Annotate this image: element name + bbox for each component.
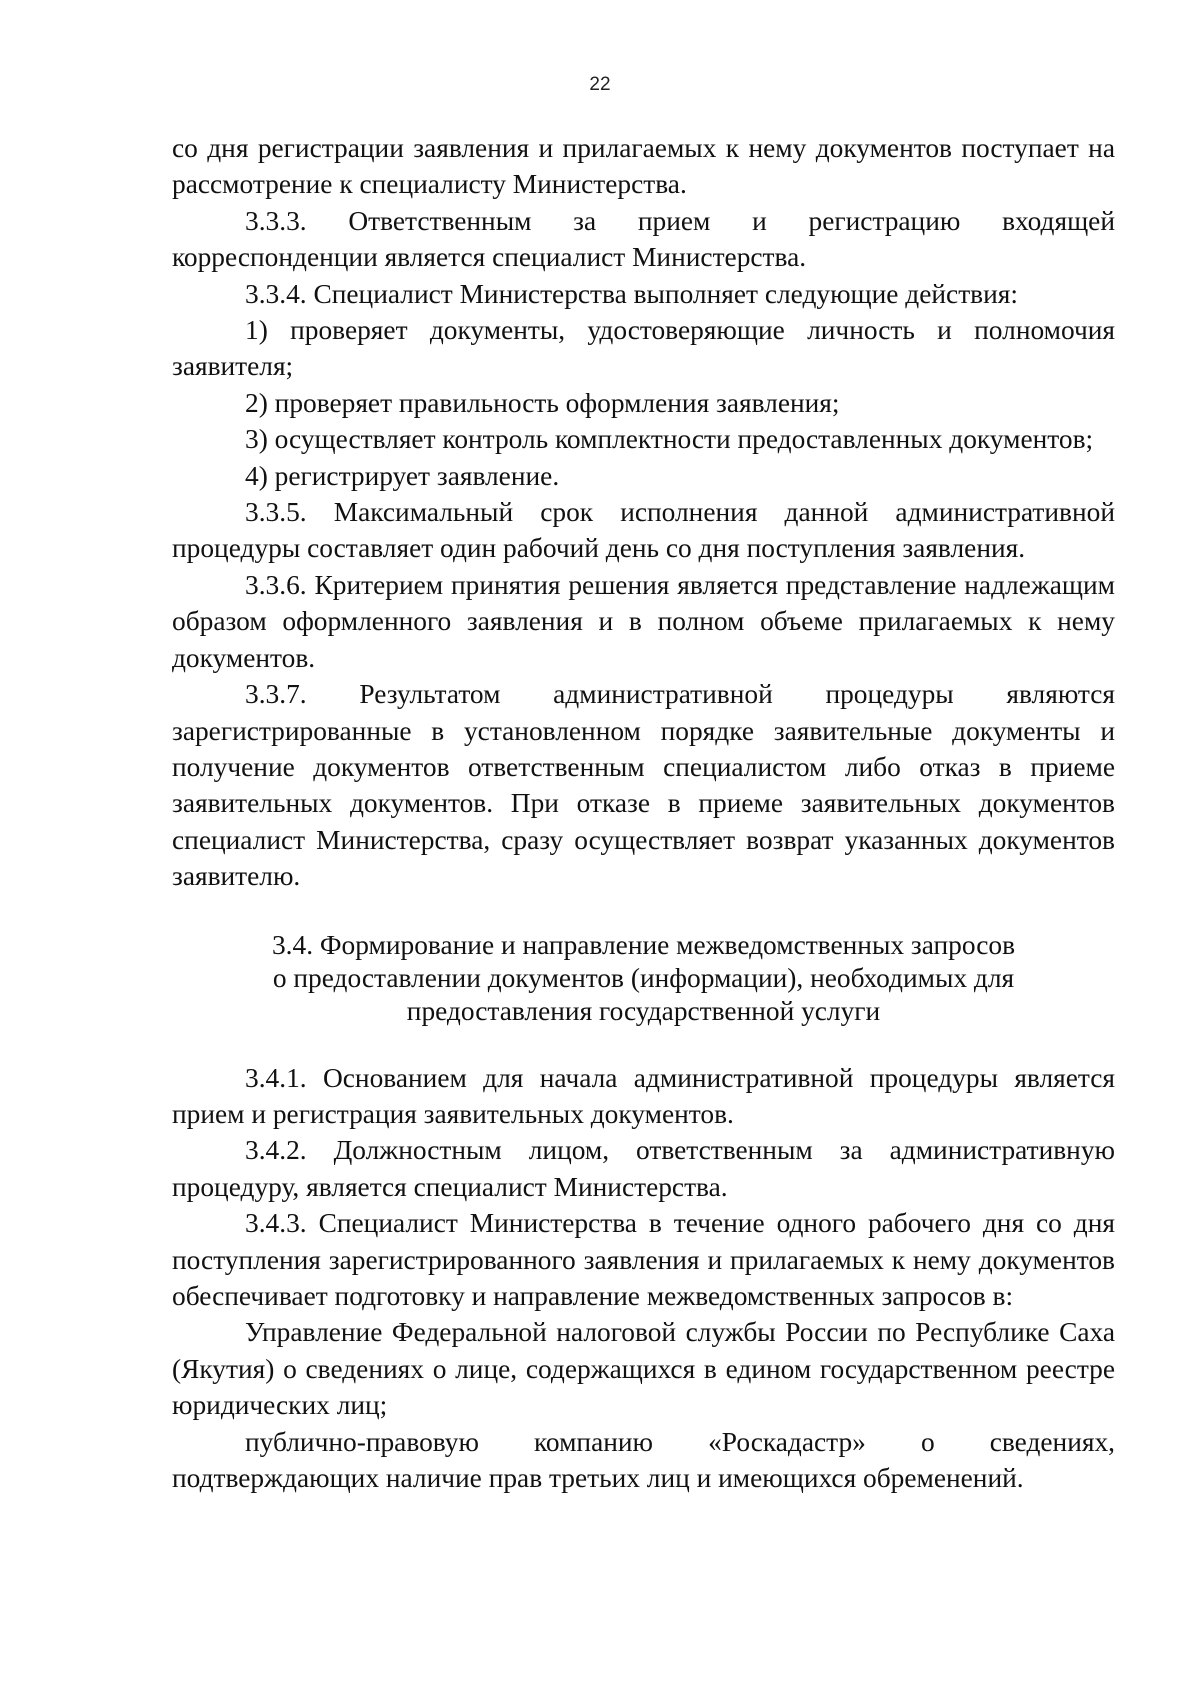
section-heading-line: 3.4. Формирование и направление межведомственных запросов [271,929,1016,960]
paragraph-3-4-2: 3.4.2. Должностным лицом, ответственным за административную процедуру, является специалист Министерства. [172,1135,1115,1202]
request-recipient-tax-service: Управление Федеральной налоговой службы России по Республике Саха (Якутия) о сведениях о лице, содержащихся в едином государственном реестре юридических лиц; [172,1317,1115,1421]
paragraph-3-3-5: 3.3.5. Максимальный срок исполнения данной административной процедуры составляет один рабочий день со дня поступления заявления. [172,497,1115,564]
section-heading-line: о предоставлении документов (информации), необходимых для [272,962,1015,993]
list-item-2: 2) проверяет правильность оформления заявления; [245,387,840,418]
page-number: 22 [589,74,611,95]
paragraph-3-3-6: 3.3.6. Критерием принятия решения является представление надлежащим образом оформленного заявления и в полном объеме прилагаемых к нему документов. [172,569,1115,673]
paragraph-3-3-7: 3.3.7. Результатом административной процедуры являются зарегистрированные в установленном порядке заявительные документы и получение документов ответственным специалистом либо отказ в приеме заявительных документов. При отказе в приеме заявительных документов специалист Министерства, сразу осуществляет возврат указанных документов заявителю. [172,679,1115,892]
section-heading-3-4 [172,929,1115,1028]
section-heading-line: предоставления государственной услуги [406,995,881,1026]
list-item-3: 3) осуществляет контроль комплектности предоставленных документов; [245,424,1094,455]
request-recipient-roskadastr: публично-правовую компанию «Роскадастр» о сведениях, подтверждающих наличие прав третьих лиц и имеющихся обременений. [172,1426,1115,1493]
paragraph-3-4-1: 3.4.1. Основанием для начала административной процедуры является прием и регистрация заявительных документов. [172,1062,1115,1129]
paragraph-3-3-3: 3.3.3. Ответственным за прием и регистрацию входящей корреспонденции является специалист Министерства. [172,205,1115,273]
document-body [172,130,1115,1496]
paragraph-continuation: со дня регистрации заявления и прилагаемых к нему документов поступает на рассмотрение к специалисту Министерства. [172,133,1115,200]
list-item-4: 4) регистрирует заявление. [245,460,560,491]
list-item-1: 1) проверяет документы, удостоверяющие личность и полномочия заявителя; [172,315,1115,382]
paragraph-3-3-4: 3.3.4. Специалист Министерства выполняет следующие действия: [245,278,1018,309]
paragraph-3-4-3: 3.4.3. Специалист Министерства в течение одного рабочего дня со дня поступления зарегистрированного заявления и прилагаемых к нему документов обеспечивает подготовку и направление межведомственных запросов в: [172,1208,1115,1311]
